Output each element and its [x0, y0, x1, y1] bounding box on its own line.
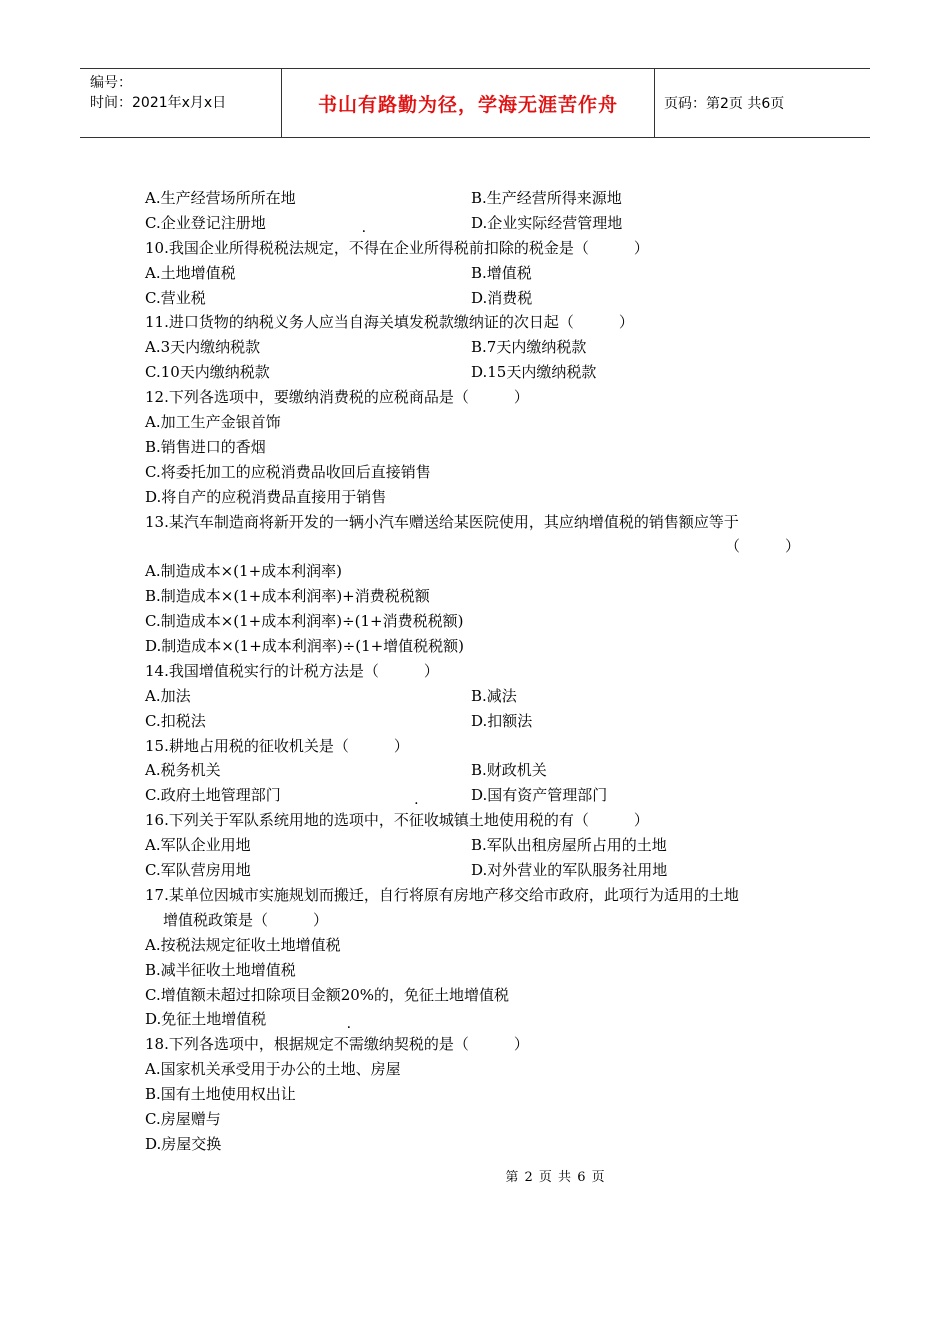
option-right: D.15天内缴纳税款 [471, 363, 597, 382]
text-line [145, 335, 810, 360]
option-right: D.企业实际经营管理地 [471, 213, 623, 232]
text-line [145, 385, 810, 410]
line-text: C.制造成本×(1+成本利润率)÷(1+消费税税额) [145, 612, 464, 631]
option-left: A.加法 [145, 686, 191, 705]
line-text: A.制造成本×(1+成本利润率) [145, 562, 342, 581]
text-line [145, 1082, 810, 1107]
line-text: 12.下列各选项中，要缴纳消费税的应税商品是（ ） [145, 388, 529, 407]
option-right: B.财政机关 [471, 761, 547, 780]
question-line [145, 236, 810, 261]
footer-page-number: 第 2 页 共 6 页 [505, 1170, 605, 1185]
header-meta [90, 73, 226, 113]
number-label: 编号： [90, 75, 132, 91]
text-line [145, 510, 810, 535]
text-line [145, 534, 810, 559]
line-text: A.按税法规定征收土地增值税 [145, 935, 341, 954]
text-line [145, 933, 810, 958]
text-line [145, 709, 810, 734]
text-line [145, 435, 810, 460]
option-left: A.土地增值税 [145, 263, 236, 282]
option-right: B.生产经营所得来源地 [471, 189, 622, 207]
option-left: A.军队企业用地 [145, 836, 251, 855]
question-line [145, 808, 810, 833]
line-text: D.免征土地增值税 [145, 1010, 267, 1029]
line-text: 11.进口货物的纳税义务人应当自海关填发税款缴纳证的次日起（ ） [145, 313, 634, 332]
option-left: A.税务机关 [145, 761, 221, 780]
line-text: D.房屋交换 [145, 1134, 222, 1153]
question-text: 城镇土地使用税的有（ ） [438, 811, 649, 830]
page-header [80, 68, 870, 138]
line-text: B.制造成本×(1+成本利润率)+消费税税额 [145, 587, 430, 606]
emphasis-text: 不需 [333, 1035, 364, 1054]
text-line [145, 1057, 810, 1082]
option-right: B.7天内缴纳税款 [471, 338, 587, 357]
line-text: C.房屋赠与 [145, 1109, 221, 1128]
question-continuation: 增值税政策是（ ） [163, 910, 329, 929]
option-right: B.增值税 [471, 263, 532, 282]
text-line [145, 684, 810, 709]
option-left: C.扣税法 [145, 711, 206, 730]
option-right: D.国有资产管理部门 [471, 786, 608, 805]
text-line [145, 833, 810, 858]
line-text: D.制造成本×(1+成本利润率)÷(1+增值税税额) [145, 637, 465, 656]
emphasis-text: 不征收 [393, 811, 439, 830]
option-right: B.军队出租房屋所占用的土地 [471, 836, 667, 855]
line-text: 13.某汽车制造商将新开发的一辆小汽车赠送给某医院使用，其应纳增值税的销售额应等于 [145, 512, 739, 531]
text-line [145, 460, 810, 485]
line-text: C.增值额未超过扣除项目金额20%的，免征土地增值税 [145, 985, 510, 1004]
question-text: 18.下列各选项中，根据规定 [145, 1035, 334, 1054]
text-line [145, 1132, 810, 1157]
line-text: 15.耕地占用税的征收机关是（ ） [145, 736, 409, 755]
text-line [145, 883, 810, 908]
text-line [145, 261, 810, 286]
question-text: 16.下列关于军队系统用地的选项中， [145, 811, 394, 830]
text-line [145, 286, 810, 311]
text-line [145, 659, 810, 684]
option-right: D.消费税 [471, 288, 533, 307]
text-line [145, 310, 810, 335]
time-label: 时间：2021年x月x日 [90, 95, 227, 111]
text-line [145, 485, 810, 510]
text-line [145, 1007, 810, 1032]
text-line [145, 211, 810, 236]
header-page-info: 页码：第2页 共6页 [664, 96, 785, 112]
text-line [145, 609, 810, 634]
text-line [145, 634, 810, 659]
option-right: D.对外营业的军队服务社用地 [471, 861, 668, 880]
question-text: 10.我国企业所得税税法规定， [145, 238, 349, 257]
line-text: D.将自产的应税消费品直接用于销售 [145, 487, 387, 506]
line-text: 17.某单位因城市实施规划而搬迁，自行将原有房地产移交给市政府，此项行为适用的土地 [145, 885, 739, 904]
line-text: B.销售进口的香烟 [145, 437, 266, 456]
option-left: C.政府土地管理部门 [145, 786, 281, 805]
option-left: C.企业登记注册地 [145, 213, 266, 232]
question-text: 缴纳契税的是（ ） [363, 1035, 529, 1054]
line-text: A.加工生产金银首饰 [145, 413, 281, 432]
line-text: C.将委托加工的应税消费品收回后直接销售 [145, 462, 431, 481]
text-line [145, 858, 810, 883]
text-line [145, 758, 810, 783]
text-line [145, 559, 810, 584]
text-line [145, 734, 810, 759]
text-line [145, 958, 810, 983]
text-line [145, 360, 810, 385]
question-line [145, 1032, 810, 1057]
answer-blank: （ ） [724, 537, 800, 556]
option-left: A.生产经营场所所在地 [145, 189, 296, 207]
line-text: B.减半征收土地增值税 [145, 960, 296, 979]
page-footer [0, 1166, 950, 1185]
text-line [145, 186, 810, 211]
text-line [145, 1107, 810, 1132]
line-text: B.国有土地使用权出让 [145, 1085, 296, 1104]
text-line [145, 983, 810, 1008]
option-right: D.扣额法 [471, 711, 533, 730]
line-text: A.国家机关承受用于办公的土地、房屋 [145, 1060, 401, 1079]
document-body [145, 186, 810, 1157]
option-right: B.减法 [471, 686, 517, 705]
emphasis-text: 不得 [348, 238, 379, 257]
header-divider [654, 69, 655, 137]
text-line [145, 410, 810, 435]
option-left: C.军队营房用地 [145, 861, 251, 880]
option-left: C.10天内缴纳税款 [145, 363, 270, 382]
text-line [145, 783, 810, 808]
option-left: C.营业税 [145, 288, 206, 307]
header-motto: 书山有路勤为径，学海无涯苦作舟 [317, 93, 618, 116]
option-left: A.3天内缴纳税款 [145, 338, 261, 357]
question-text: 在企业所得税前扣除的税金是（ ） [378, 238, 649, 257]
text-line [145, 908, 810, 933]
line-text: 14.我国增值税实行的计税方法是（ ） [145, 661, 439, 680]
text-line [145, 584, 810, 609]
